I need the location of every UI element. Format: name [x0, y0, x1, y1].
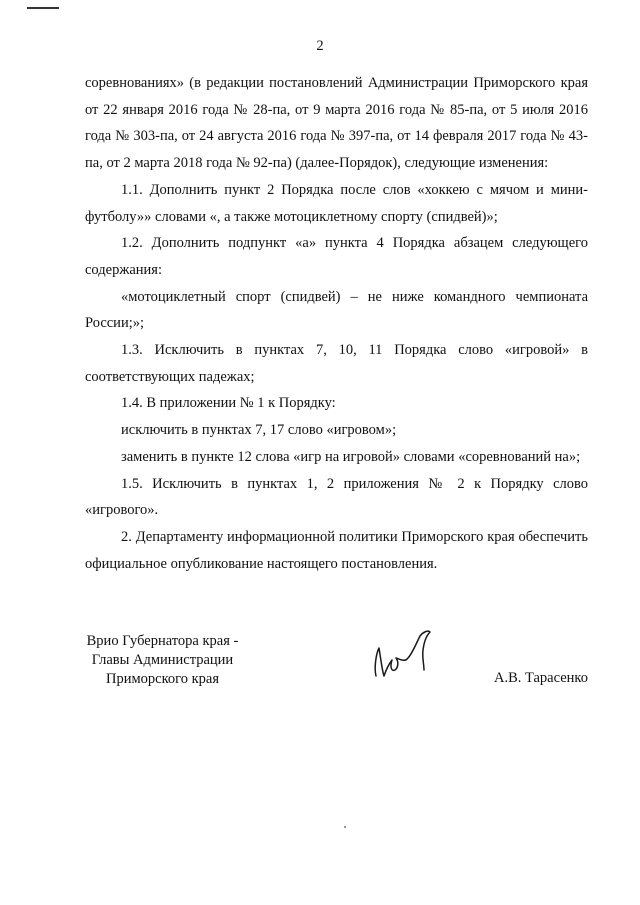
corner-mark: [27, 7, 59, 9]
scan-speck: [344, 826, 346, 828]
signature-block: [85, 632, 588, 702]
handwritten-signature: [368, 624, 436, 696]
paragraph-quote: «мотоциклетный спорт (спидвей) – не ниже командного чемпионата России;»;: [85, 288, 588, 332]
paragraph-1-1: 1.1. Дополнить пункт 2 Порядка после слов «хоккею с мячом и мини-футболу»» словами «, а также мотоциклетному спорту (спидвей)»;: [85, 181, 588, 225]
signatory-title-line: Главы Администрации: [91, 652, 234, 668]
page-number: 2: [316, 38, 324, 54]
paragraph-1-5: 1.5. Исключить в пунктах 1, 2 приложения № 2 к Порядку слово «игрового».: [85, 475, 588, 519]
signatory-name: А.В. Тарасенко: [493, 670, 588, 686]
paragraph-1-2: 1.2. Дополнить подпункт «а» пункта 4 Порядка абзацем следующего содержания:: [85, 235, 588, 278]
signatory-title-line: Врио Губернатора края -: [86, 633, 239, 649]
paragraph-exclude: исключить в пунктах 7, 17 слово «игровом»;: [121, 422, 397, 439]
paragraph-1-4: 1.4. В приложении № 1 к Порядку:: [121, 395, 336, 412]
signatory-title-line: Приморского края: [105, 671, 219, 687]
paragraph-replace: заменить в пункте 12 слова «игр на игровой» словами «соревнований на»;: [121, 448, 581, 465]
paragraph-intro: соревнованиях» (в редакции постановлений Администрации Приморского края от 22 января 2016 года № 28-па, от 9 марта 2016 года № 85-па, от 5 июля 2016 года № 303-па, от 24 августа 2016 года № 397-па, от 14 февраля 2017 года № 43-па, от 2 марта 2018 года № 92-па) (далее-Порядок), следующие изменения:: [85, 75, 588, 172]
document-body: [85, 70, 588, 577]
signatory-title: [85, 632, 240, 689]
paragraph-1-3: 1.3. Исключить в пунктах 7, 10, 11 Порядка слово «игровой» в соответствующих падежах;: [85, 342, 588, 385]
paragraph-2: 2. Департаменту информационной политики Приморского края обеспечить официальное опубликование настоящего постановления.: [85, 528, 588, 572]
